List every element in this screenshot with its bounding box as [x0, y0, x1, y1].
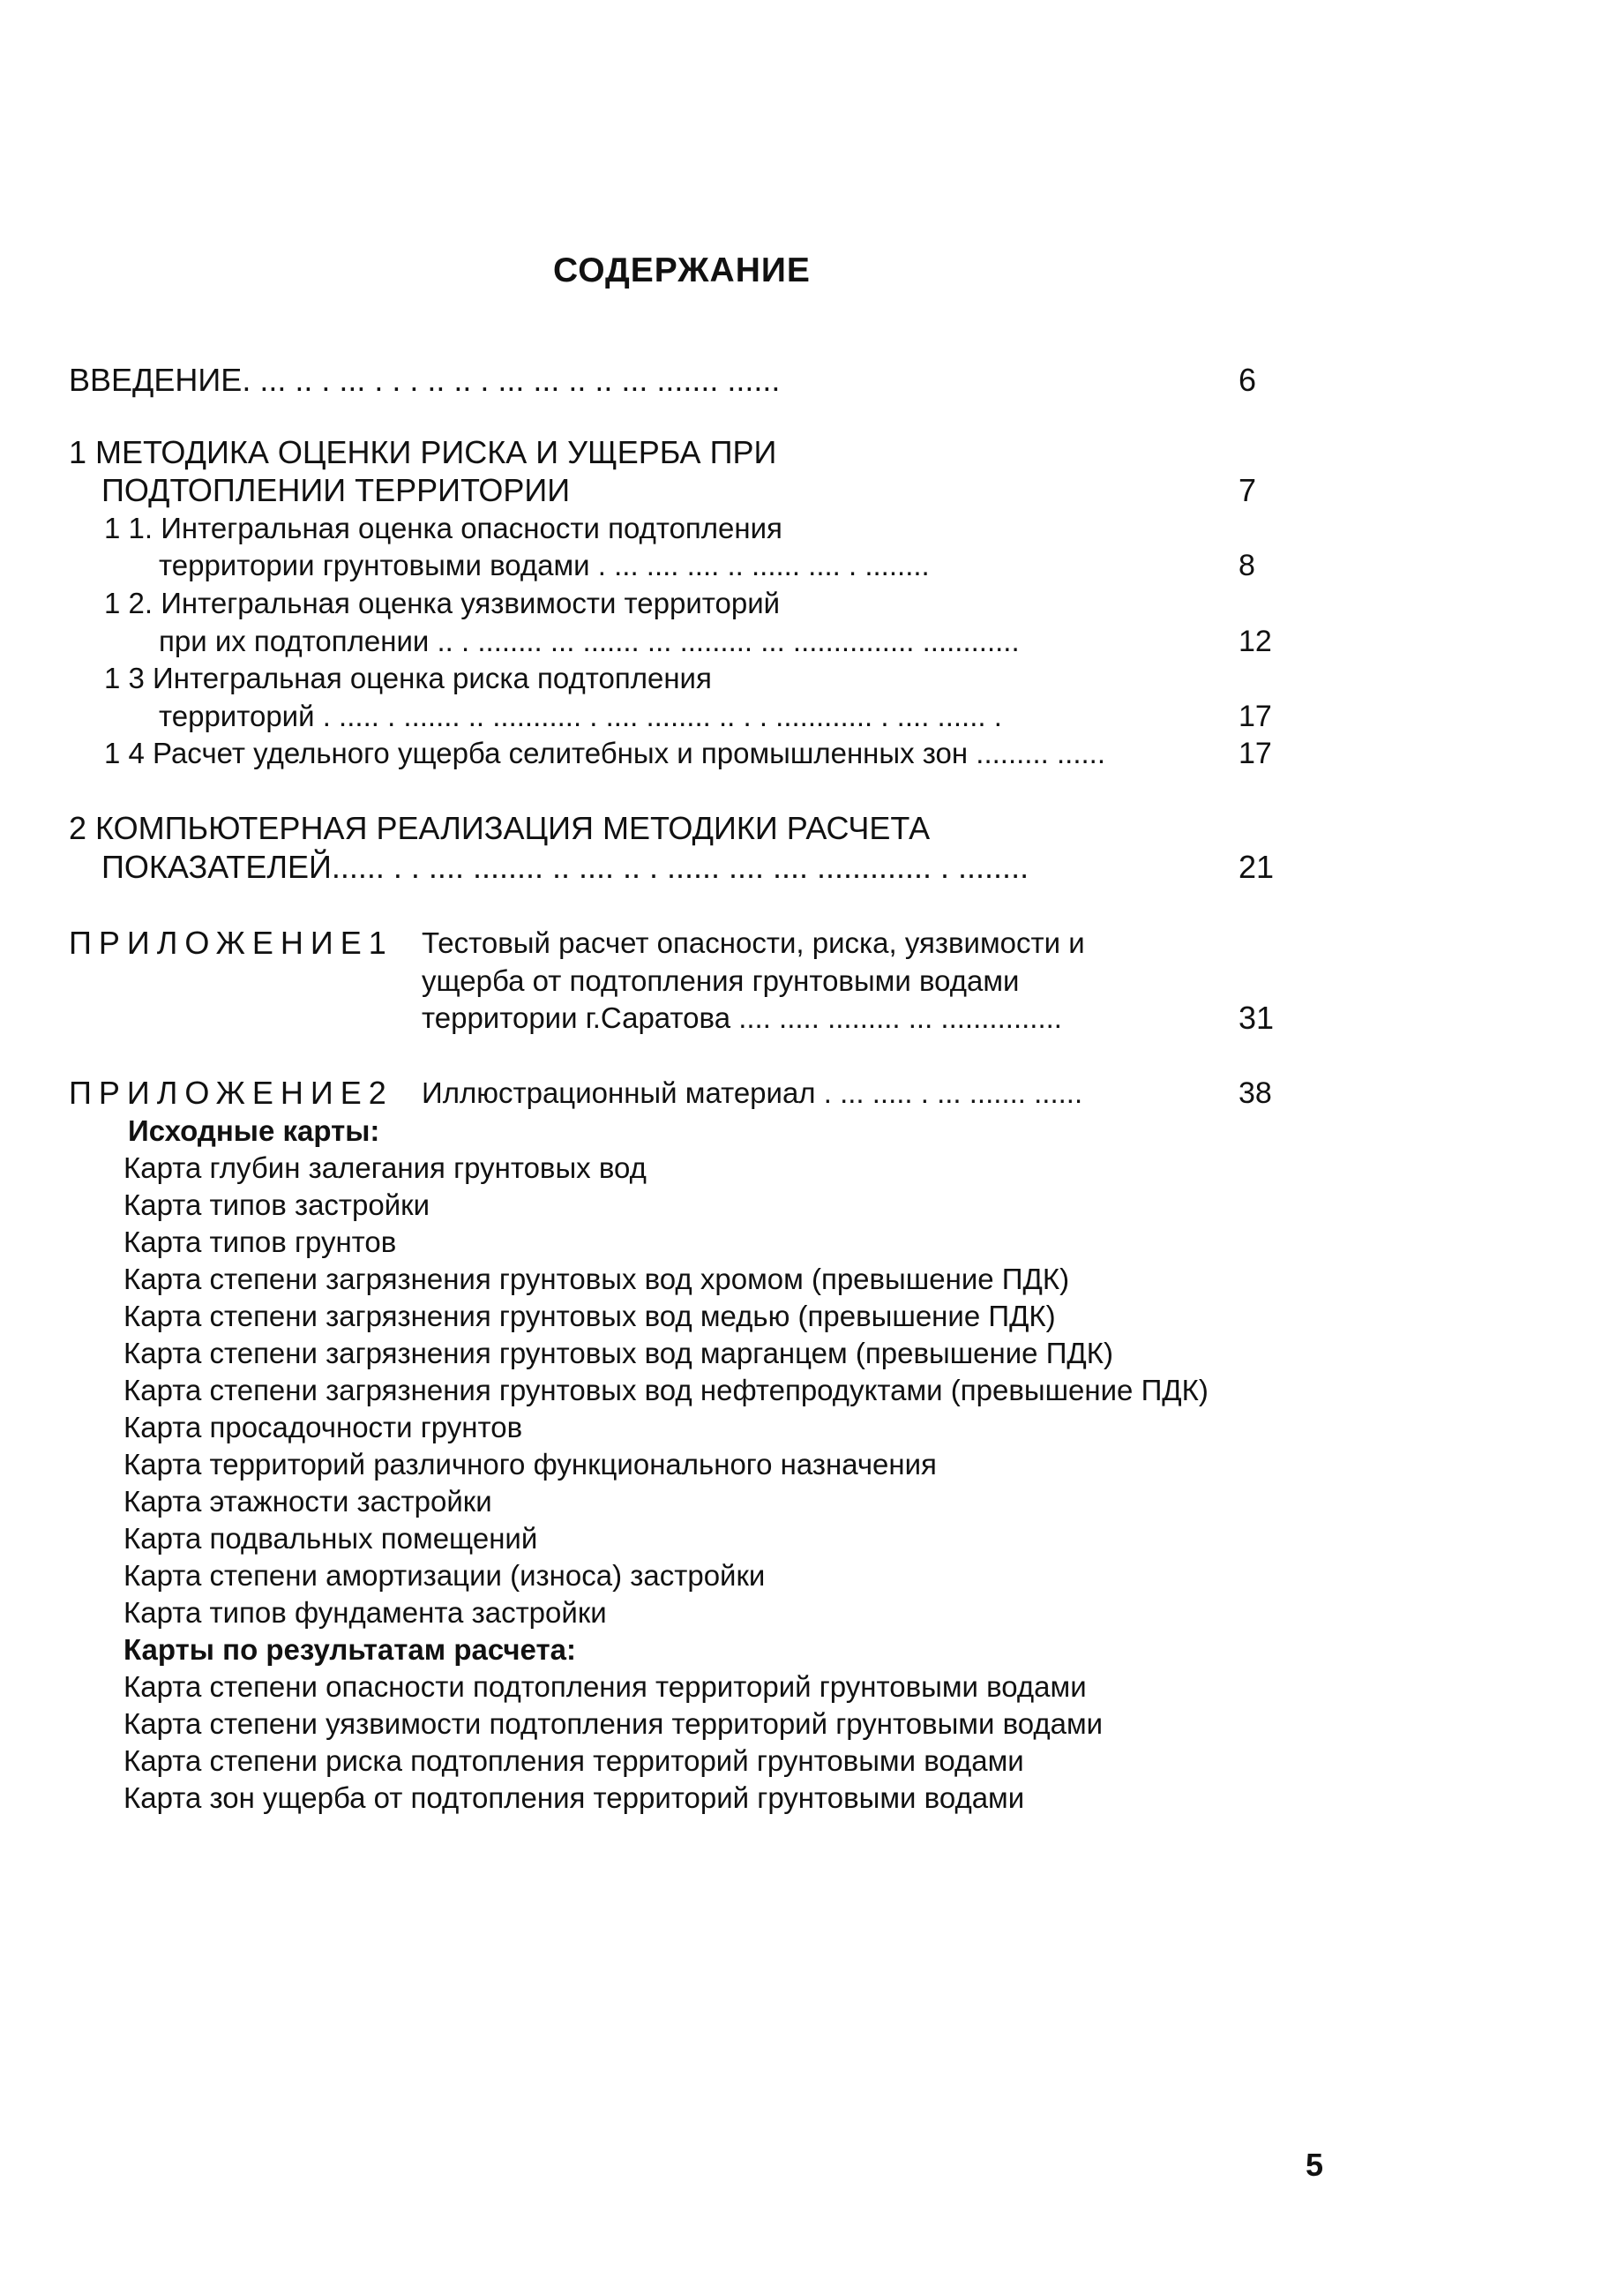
list-item: Карта глубин залегания грунтовых вод — [123, 1151, 647, 1184]
list-item: Карта территорий различного функционального назначения — [123, 1448, 937, 1481]
toc-page-1-3: 17 — [1239, 700, 1272, 733]
source-maps-heading: Исходные карты: — [128, 1114, 380, 1147]
list-item: Карта степени опасности подтопления территорий грунтовыми водами — [123, 1670, 1087, 1703]
toc-entry-1-2-cont[interactable]: при их подтоплении .. . ........ ... ....... ... ......... ... ............... ............ — [159, 625, 1020, 657]
toc-entry-app1-cont1[interactable]: ущерба от подтопления грунтовыми водами — [422, 964, 1020, 997]
list-item: Карта степени уязвимости подтопления территорий грунтовыми водами — [123, 1707, 1104, 1740]
toc-page-intro: 6 — [1239, 362, 1257, 398]
list-item: Карта степени амортизации (износа) застройки — [123, 1559, 766, 1592]
toc-entry-ch2[interactable]: 2 КОМПЬЮТЕРНАЯ РЕАЛИЗАЦИЯ МЕТОДИКИ РАСЧЕТА — [69, 810, 931, 846]
toc-entry-1-4[interactable]: 1 4 Расчет удельного ущерба селитебных и промышленных зон ......... ...... — [104, 737, 1105, 769]
toc-page-1-1: 8 — [1239, 549, 1255, 582]
list-item: Карта просадочности грунтов — [123, 1411, 523, 1443]
toc-entry-ch1[interactable]: 1 МЕТОДИКА ОЦЕНКИ РИСКА И УЩЕРБА ПРИ — [69, 434, 777, 470]
toc-page-1-4: 17 — [1239, 737, 1272, 770]
list-item: Карта степени загрязнения грунтовых вод нефтепродуктами (превышение ПДК) — [123, 1374, 1209, 1406]
list-item: Карта типов грунтов — [123, 1226, 397, 1258]
list-item: Карта степени загрязнения грунтовых вод марганцем (превышение ПДК) — [123, 1337, 1113, 1369]
toc-entry-1-1[interactable]: 1 1. Интегральная оценка опасности подтопления — [104, 512, 782, 544]
toc-entry-1-2[interactable]: 1 2. Интегральная оценка уязвимости территорий — [104, 587, 781, 619]
toc-appendix-1-label[interactable]: ПРИЛОЖЕНИЕ1 — [69, 925, 393, 961]
list-item: Карта зон ущерба от подтопления территорий грунтовыми водами — [123, 1781, 1025, 1814]
page-title: СОДЕРЖАНИЕ — [553, 251, 811, 289]
toc-entry-app2[interactable]: Иллюстрационный материал . ... ..... . ... ....... ...... — [422, 1076, 1083, 1109]
toc-entry-1-1-cont[interactable]: территории грунтовыми водами . ... .... .... .. ...... .... . ........ — [159, 549, 930, 581]
toc-entry-1-3[interactable]: 1 3 Интегральная оценка риска подтопления — [104, 662, 712, 694]
toc-entry-app1[interactable]: Тестовый расчет опасности, риска, уязвимости и — [422, 926, 1085, 959]
toc-entry-1-3-cont[interactable]: территорий . ..... . ....... .. ........... . .... ........ .. . . ............ . .... ...... . — [159, 700, 1002, 732]
list-item: Карта типов застройки — [123, 1188, 430, 1221]
toc-appendix-2-label[interactable]: ПРИЛОЖЕНИЕ2 — [69, 1075, 393, 1111]
toc-page-1-2: 12 — [1239, 625, 1272, 658]
toc-page-app2: 38 — [1239, 1076, 1272, 1110]
toc-page-ch1: 7 — [1239, 472, 1257, 508]
list-item: Карта этажности застройки — [123, 1485, 492, 1518]
toc-page-app1: 31 — [1239, 1000, 1275, 1036]
toc-entry-app1-cont2[interactable]: территории г.Саратова .... ..... ......... ... ............... — [422, 1001, 1062, 1034]
toc-page-ch2: 21 — [1239, 849, 1275, 885]
list-item: Карта степени загрязнения грунтовых вод хромом (превышение ПДК) — [123, 1263, 1070, 1295]
toc-entry-ch2-cont[interactable]: ПОКАЗАТЕЛЕЙ...... . . .... ........ .. .... .. . ...... .... .... ............. . ........ — [101, 849, 1029, 885]
list-item: Карта степени загрязнения грунтовых вод медью (превышение ПДК) — [123, 1300, 1056, 1332]
result-maps-heading: Карты по результатам расчета: — [123, 1633, 576, 1666]
list-item: Карта подвальных помещений — [123, 1522, 538, 1555]
toc-entry-ch1-cont[interactable]: ПОДТОПЛЕНИИ ТЕРРИТОРИИ — [101, 472, 571, 508]
list-item: Карта типов фундамента застройки — [123, 1596, 607, 1629]
page-number: 5 — [1306, 2147, 1324, 2183]
list-item: Карта степени риска подтопления территорий грунтовыми водами — [123, 1744, 1024, 1777]
toc-entry-intro[interactable]: ВВЕДЕНИЕ. ... .. . ... . . . .. .. . ... ... .. .. ... ....... ...... — [69, 362, 781, 398]
